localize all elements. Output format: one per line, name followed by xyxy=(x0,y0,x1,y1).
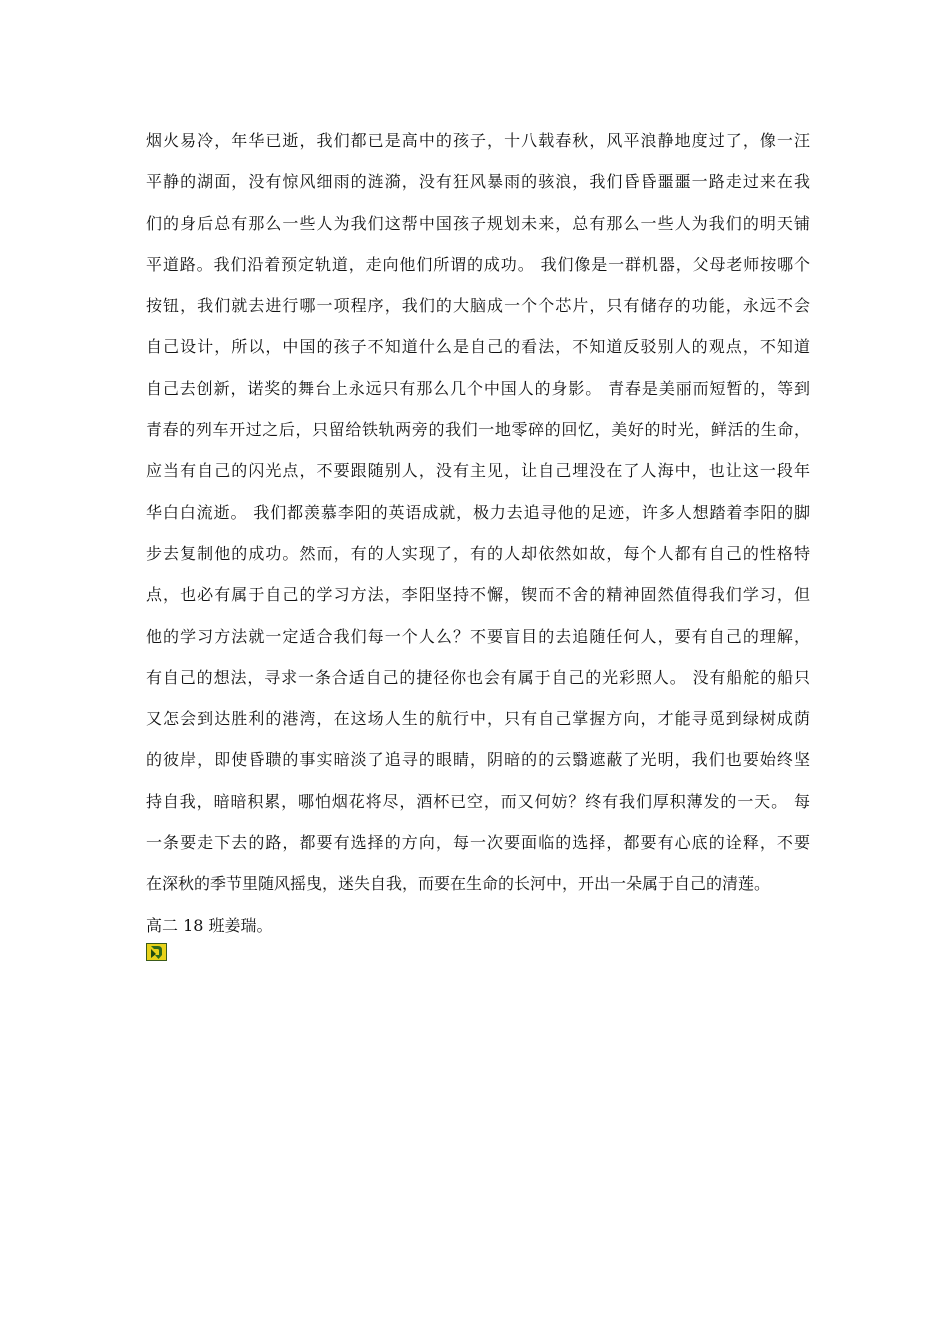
essay-line: 青春的列车开过之后，只留给铁轨两旁的我们一地零碎的回忆，美好的时光，鲜活的生命， xyxy=(146,420,810,440)
essay-line: 他的学习方法就一定适合我们每一个人么？不要盲目的去追随任何人，要有自己的理解， xyxy=(146,626,810,646)
essay-line: 自己设计，所以，中国的孩子不知道什么是自己的看法，不知道反驳别人的观点，不知道 xyxy=(146,337,810,357)
essay-line: 又怎会到达胜利的港湾，在这场人生的航行中，只有自己掌握方向，才能寻觅到绿树成荫 xyxy=(146,709,810,729)
essay-line: 步去复制他的成功。然而，有的人实现了，有的人却依然如故，每个人都有自己的性格特 xyxy=(146,543,810,563)
arrow-bookmark-icon xyxy=(146,943,167,961)
essay-line: 平静的湖面，没有惊风细雨的涟漪，没有狂风暴雨的骇浪，我们昏昏噩噩一路走过来在我 xyxy=(146,172,810,192)
essay-line: 有自己的想法，寻求一条合适自己的捷径你也会有属于自己的光彩照人。 没有船舵的船只 xyxy=(146,667,810,687)
essay-line: 平道路。我们沿着预定轨道，走向他们所谓的成功。 我们像是一群机器，父母老师按哪个 xyxy=(146,254,810,274)
essay-line: 华白白流逝。 我们都羡慕李阳的英语成就，极力去追寻他的足迹，许多人想踏着李阳的脚 xyxy=(146,502,810,522)
essay-line: 一条要走下去的路，都要有选择的方向，每一次要面临的选择，都要有心底的诠释，不要 xyxy=(146,833,810,853)
essay-line: 们的身后总有那么一些人为我们这帮中国孩子规划未来，总有那么一些人为我们的明天铺 xyxy=(146,213,810,233)
essay-line: 点，也必有属于自己的学习方法，李阳坚持不懈，锲而不舍的精神固然值得我们学习，但 xyxy=(146,585,810,605)
essay-line: 的彼岸，即使昏聩的事实暗淡了追寻的眼睛，阴暗的的云翳遮蔽了光明，我们也要始终坚 xyxy=(146,750,810,770)
essay-line: 自己去创新，诺奖的舞台上永远只有那么几个中国人的身影。 青春是美丽而短暂的，等到 xyxy=(146,378,810,398)
essay-line: 持自我，暗暗积累，哪怕烟花将尽，酒杯已空，而又何妨？终有我们厚积薄发的一天。 每 xyxy=(146,791,810,811)
essay-line: 在深秋的季节里随风摇曳，迷失自我，而要在生命的长河中，开出一朵属于自己的清莲。 xyxy=(146,874,771,894)
essay-body xyxy=(146,120,810,946)
essay-line: 按钮，我们就去进行哪一项程序，我们的大脑成一个个芯片，只有储存的功能，永远不会 xyxy=(146,296,810,316)
essay-line: 烟火易冷，年华已逝，我们都已是高中的孩子，十八载春秋，风平浪静地度过了，像一汪 xyxy=(146,131,810,150)
author-signature: 高二 18 班姜瑞。 xyxy=(146,915,273,935)
essay-line: 应当有自己的闪光点，不要跟随别人，没有主见，让自己埋没在了人海中，也让这一段年 xyxy=(146,461,810,481)
